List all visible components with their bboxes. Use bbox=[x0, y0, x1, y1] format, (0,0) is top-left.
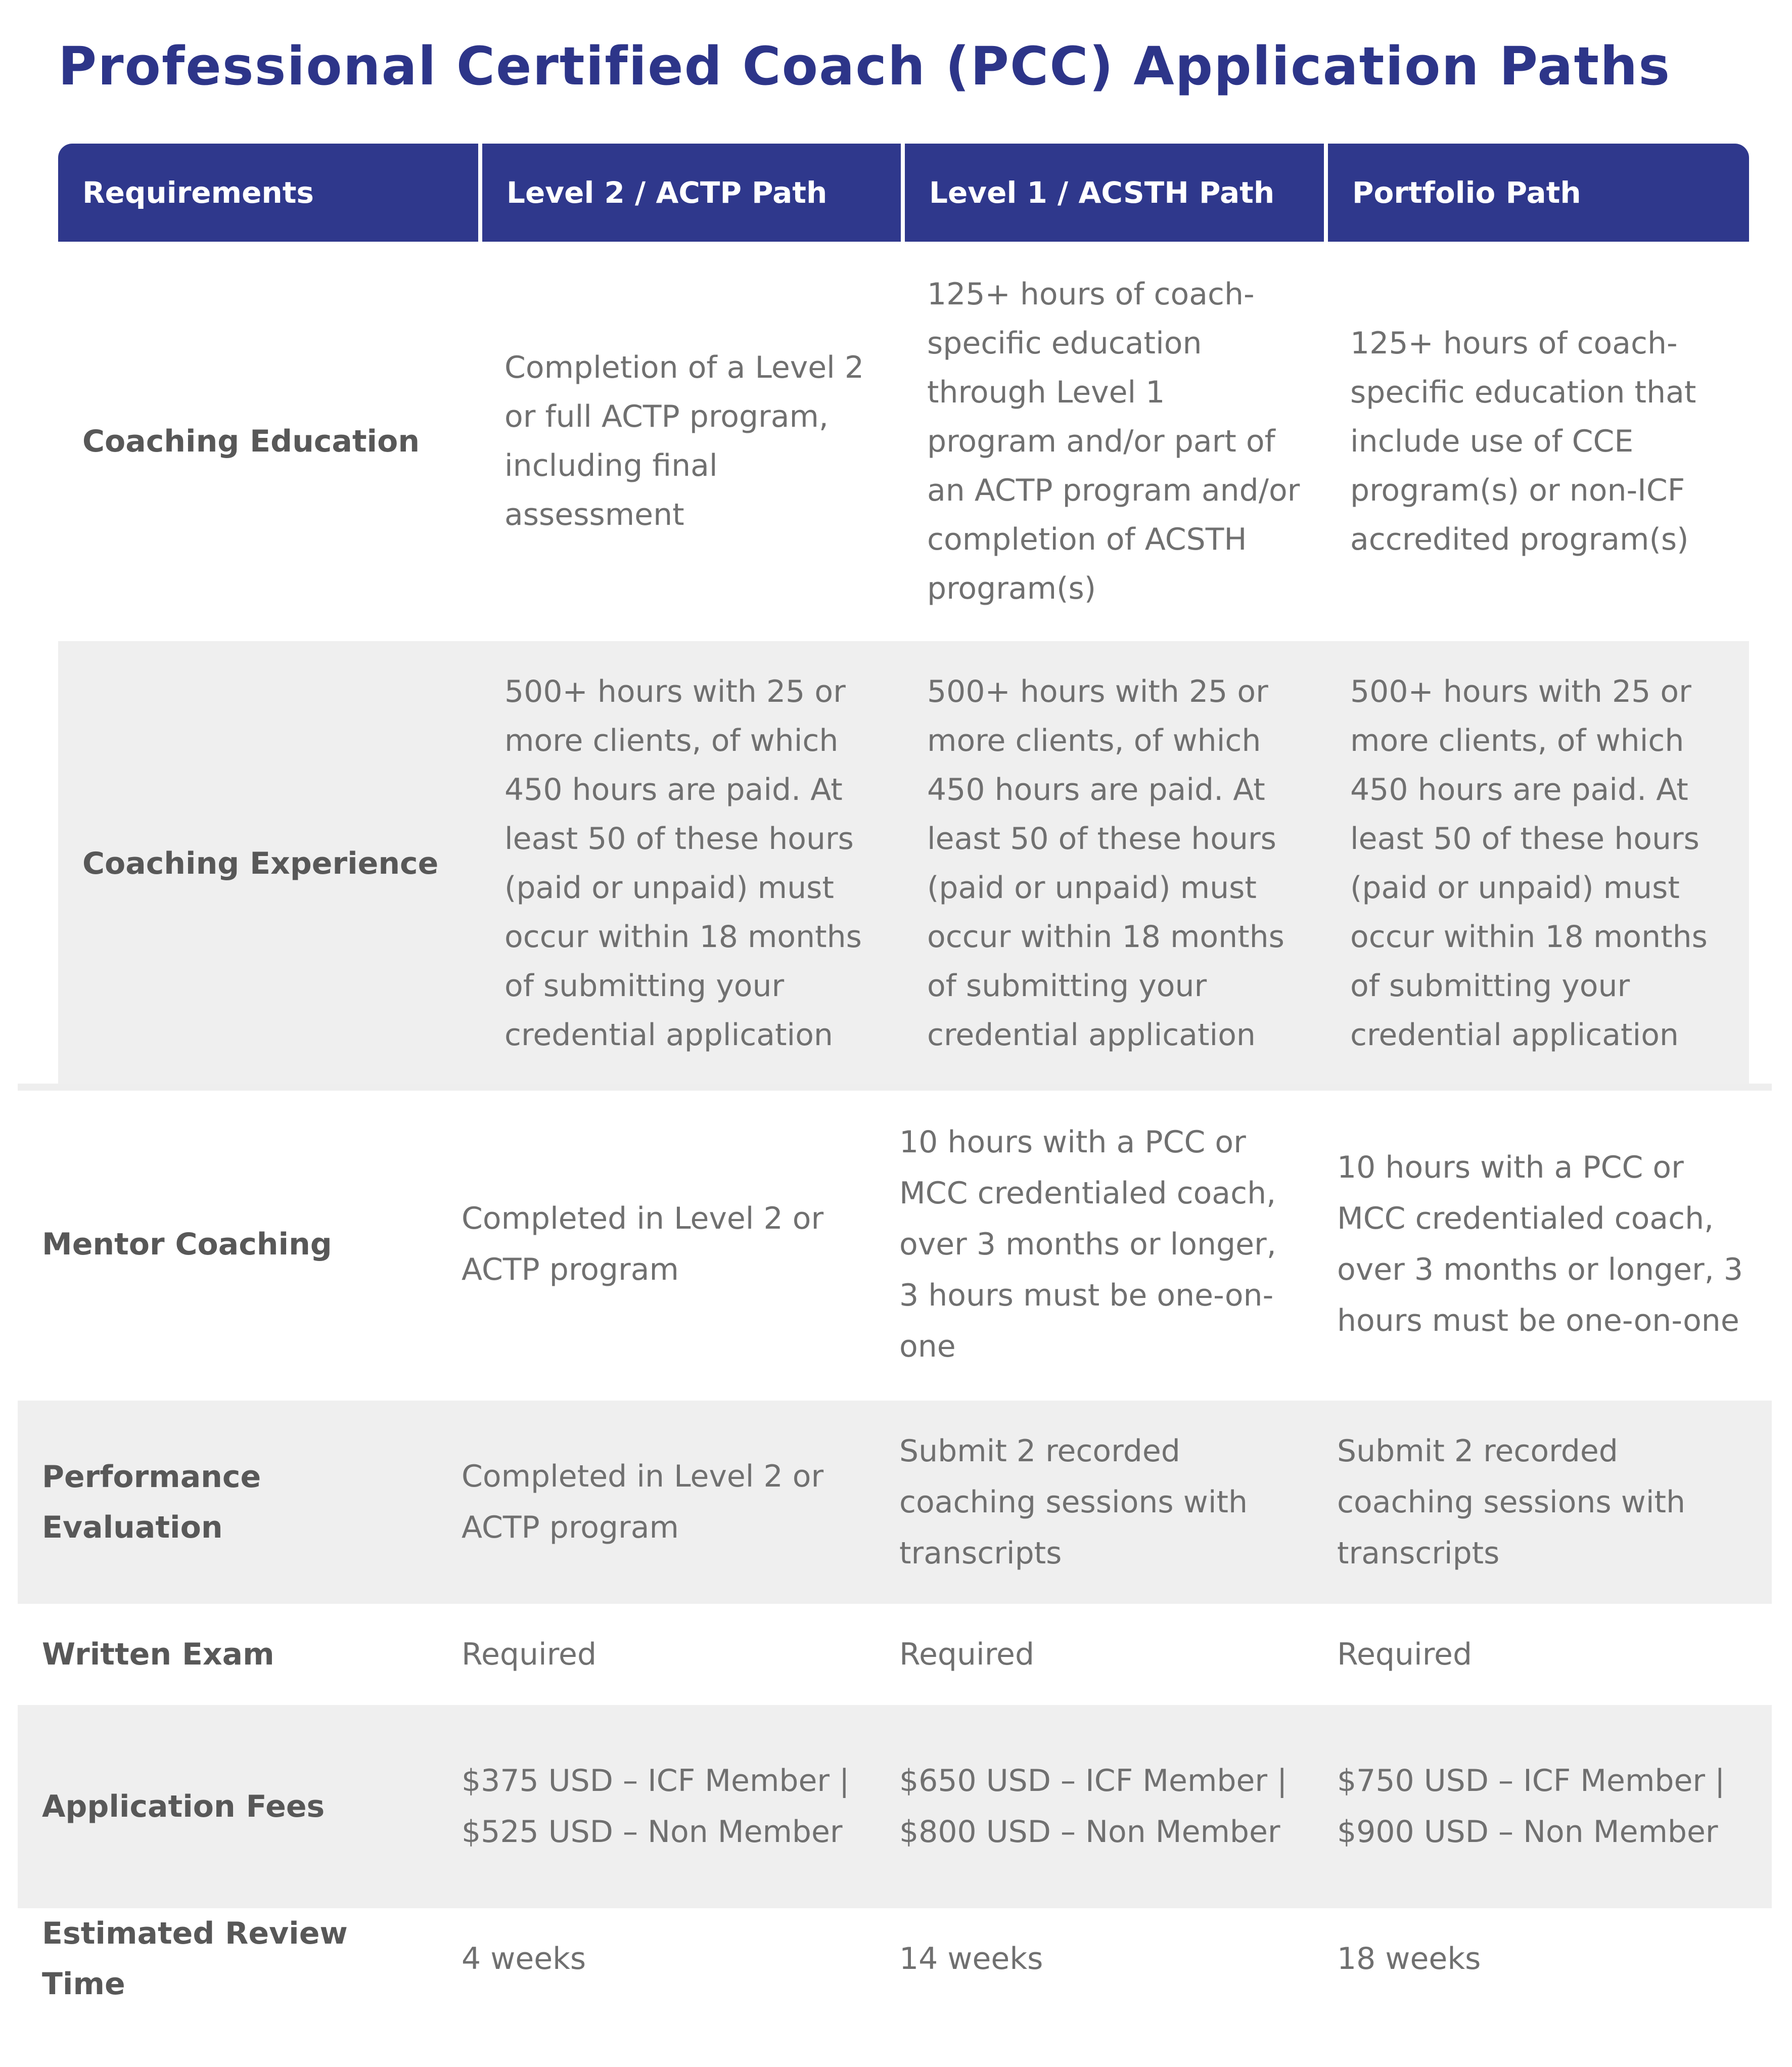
portfolio-cell: Required bbox=[1337, 1636, 1473, 1672]
table-row bbox=[18, 1705, 1772, 1908]
portfolio-cell: Submit 2 recorded coaching sessions with transcripts bbox=[1313, 1401, 1772, 1604]
table-row bbox=[18, 1401, 1772, 1604]
requirement-label: Written Exam bbox=[42, 1637, 274, 1672]
level2-cell: 4 weeks bbox=[462, 1941, 586, 1976]
pcc-paths-table bbox=[58, 144, 1749, 1086]
level1-cell: 500+ hours with 25 or more clients, of which 450 hours are paid. At least 50 of these hours (paid or unpaid) must occur within 18 months of submitting your credential application bbox=[903, 641, 1326, 1086]
level1-cell: 125+ hours of coach-specific education through Level 1 program and/or part of an ACTP program and/or completion of ACSTH program(s) bbox=[927, 276, 1300, 606]
header-portfolio-path: Portfolio Path bbox=[1326, 144, 1749, 242]
level2-cell: Completed in Level 2 or ACTP program bbox=[437, 1401, 875, 1604]
table-row bbox=[18, 1908, 1772, 2009]
requirement-label: Performance Evaluation bbox=[18, 1401, 437, 1604]
header-requirements: Requirements bbox=[58, 144, 480, 242]
level2-cell: $375 USD – ICF Member | $525 USD – Non Member bbox=[437, 1705, 875, 1908]
level1-cell: 14 weeks bbox=[899, 1941, 1043, 1976]
table-row bbox=[58, 242, 1749, 641]
requirement-label: Coaching Education bbox=[82, 424, 420, 459]
level1-cell: 10 hours with a PCC or MCC credentialed coach, over 3 months or longer, 3 hours must be one-on-one bbox=[899, 1124, 1276, 1364]
requirement-label: Coaching Experience bbox=[58, 641, 480, 1086]
table-row bbox=[18, 1604, 1772, 1705]
level1-cell: Submit 2 recorded coaching sessions with transcripts bbox=[875, 1401, 1313, 1604]
portfolio-cell: $750 USD – ICF Member | $900 USD – Non Member bbox=[1313, 1705, 1772, 1908]
portfolio-cell: 500+ hours with 25 or more clients, of which 450 hours are paid. At least 50 of these hours (paid or unpaid) must occur within 18 months of submitting your credential application bbox=[1326, 641, 1749, 1086]
header-level2-actp-path: Level 2 / ACTP Path bbox=[480, 144, 903, 242]
requirement-label: Mentor Coaching bbox=[42, 1227, 332, 1262]
level1-cell: $650 USD – ICF Member | $800 USD – Non Member bbox=[875, 1705, 1313, 1908]
portfolio-cell: 10 hours with a PCC or MCC credentialed coach, over 3 months or longer, 3 hours must be one-on-one bbox=[1337, 1150, 1743, 1338]
level2-cell: Completion of a Level 2 or full ACTP program, including final assessment bbox=[504, 350, 864, 532]
header-level1-acsth-path: Level 1 / ACSTH Path bbox=[903, 144, 1326, 242]
level1-cell: Required bbox=[899, 1636, 1035, 1672]
pcc-paths-table-continued bbox=[18, 1088, 1772, 2009]
level2-cell: Completed in Level 2 or ACTP program bbox=[462, 1201, 824, 1287]
table-row bbox=[18, 1088, 1772, 1401]
level2-cell: Required bbox=[462, 1636, 597, 1672]
portfolio-cell: 18 weeks bbox=[1337, 1941, 1481, 1976]
table-header-row bbox=[58, 144, 1749, 242]
requirement-label: Application Fees bbox=[18, 1705, 437, 1908]
requirement-label: Estimated Review Time bbox=[42, 1916, 348, 2002]
page-title: Professional Certified Coach (PCC) Application Paths bbox=[58, 35, 1671, 97]
portfolio-cell: 125+ hours of coach-specific education that include use of CCE program(s) or non-ICF accredited program(s) bbox=[1350, 325, 1696, 557]
table-row bbox=[58, 641, 1749, 1086]
level2-cell: 500+ hours with 25 or more clients, of which 450 hours are paid. At least 50 of these hours (paid or unpaid) must occur within 18 months of submitting your credential application bbox=[480, 641, 903, 1086]
